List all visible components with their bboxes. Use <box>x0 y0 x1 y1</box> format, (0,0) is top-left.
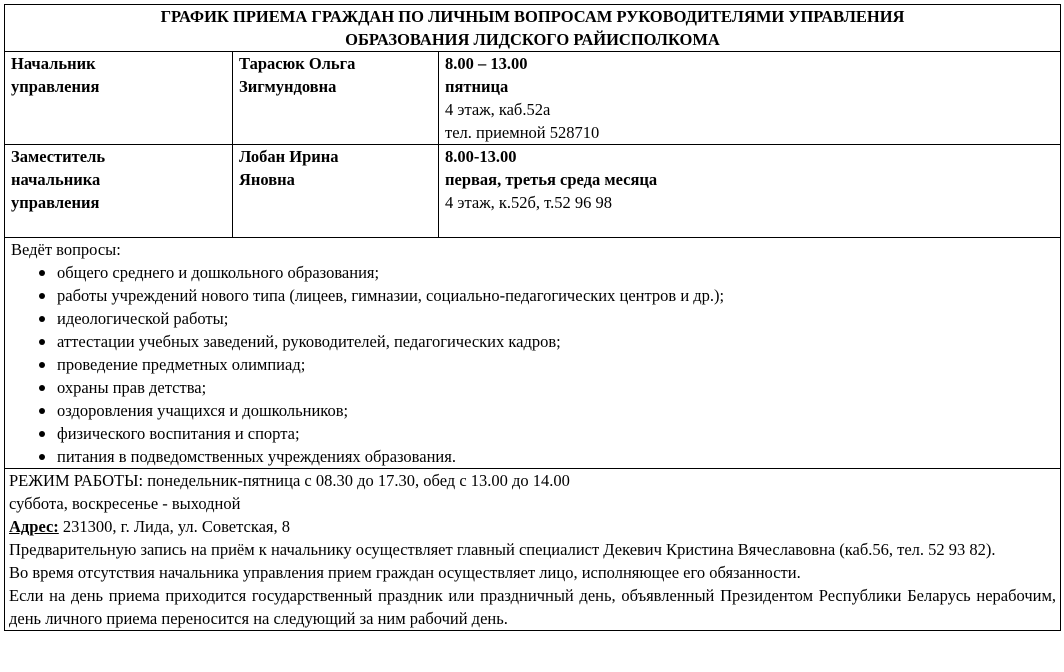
reception-phone: тел. приемной 528710 <box>445 123 600 142</box>
reception-time: 8.00 – 13.00 <box>445 54 528 73</box>
topic-item: физического воспитания и спорта; <box>39 422 1054 445</box>
reception-cell <box>439 145 1061 238</box>
reception-day: первая, третья среда месяца <box>445 170 658 189</box>
topics-heading: Ведёт вопросы: <box>11 240 121 259</box>
address <box>9 515 1056 538</box>
schedule-document <box>4 4 1060 631</box>
topics-cell <box>5 238 1061 469</box>
absence-note: Во время отсутствия начальника управления прием граждан осуществляет лицо, исполняющее его обязанности. <box>9 563 801 582</box>
name-line: Тарасюк Ольга <box>239 54 356 73</box>
info-row <box>5 469 1061 631</box>
schedule-table <box>4 4 1061 631</box>
document-title <box>5 5 1061 52</box>
topic-item: охраны прав детства; <box>39 376 1054 399</box>
topics-row <box>5 238 1061 469</box>
reception-day: пятница <box>445 77 509 96</box>
title-line-1: ГРАФИК ПРИЕМА ГРАЖДАН ПО ЛИЧНЫМ ВОПРОСАМ РУКОВОДИТЕЛЯМИ УПРАВЛЕНИЯ <box>160 7 905 26</box>
official-row-head <box>5 52 1061 145</box>
position-line: Начальник <box>11 54 96 73</box>
address-label: Адрес: <box>9 517 59 536</box>
topic-item: проведение предметных олимпиад; <box>39 353 1054 376</box>
topic-item: питания в подведомственных учреждениях образования. <box>39 445 1054 468</box>
topic-item: оздоровления учащихся и дошкольников; <box>39 399 1054 422</box>
address-value: 231300, г. Лида, ул. Советская, 8 <box>58 517 291 536</box>
name-line: Яновна <box>239 170 295 189</box>
position-line: Заместитель <box>11 147 106 166</box>
appointment-note: Предварительную запись на приём к начальнику осуществляет главный специалист Декевич Кристина Вячеславовна (каб.56, тел. 52 93 82). <box>9 540 996 559</box>
title-line-2: ОБРАЗОВАНИЯ ЛИДСКОГО РАЙИСПОЛКОМА <box>345 30 720 49</box>
name-line: Зигмундовна <box>239 77 337 96</box>
position-cell <box>5 145 233 238</box>
position-line: начальника <box>11 170 101 189</box>
name-cell <box>233 52 439 145</box>
reception-cell <box>439 52 1061 145</box>
topics-list <box>11 261 1054 468</box>
position-line: управления <box>11 77 100 96</box>
reception-time: 8.00-13.00 <box>445 147 517 166</box>
topic-item: идеологической работы; <box>39 307 1054 330</box>
work-hours: РЕЖИМ РАБОТЫ: понедельник-пятница с 08.30 до 17.30, обед с 13.00 до 14.00 <box>9 471 570 490</box>
reception-location: 4 этаж, к.52б, т.52 96 98 <box>445 193 612 212</box>
holiday-note: Если на день приема приходится государственный праздник или праздничный день, объявленный Президентом Республики Беларусь нерабочим, день личного приема переносится на следующий за ним рабочий день. <box>9 586 1057 628</box>
position-line: управления <box>11 193 100 212</box>
topic-item: общего среднего и дошкольного образования; <box>39 261 1054 284</box>
info-cell <box>5 469 1061 631</box>
topic-item: аттестации учебных заведений, руководителей, педагогических кадров; <box>39 330 1054 353</box>
topic-item: работы учреждений нового типа (лицеев, гимназии, социально-педагогических центров и др.); <box>39 284 1054 307</box>
official-row-deputy <box>5 145 1061 238</box>
name-cell <box>233 145 439 238</box>
position-cell <box>5 52 233 145</box>
title-row <box>5 5 1061 52</box>
reception-location: 4 этаж, каб.52а <box>445 100 551 119</box>
weekend-note: суббота, воскресенье - выходной <box>9 494 241 513</box>
name-line: Лобан Ирина <box>239 147 339 166</box>
